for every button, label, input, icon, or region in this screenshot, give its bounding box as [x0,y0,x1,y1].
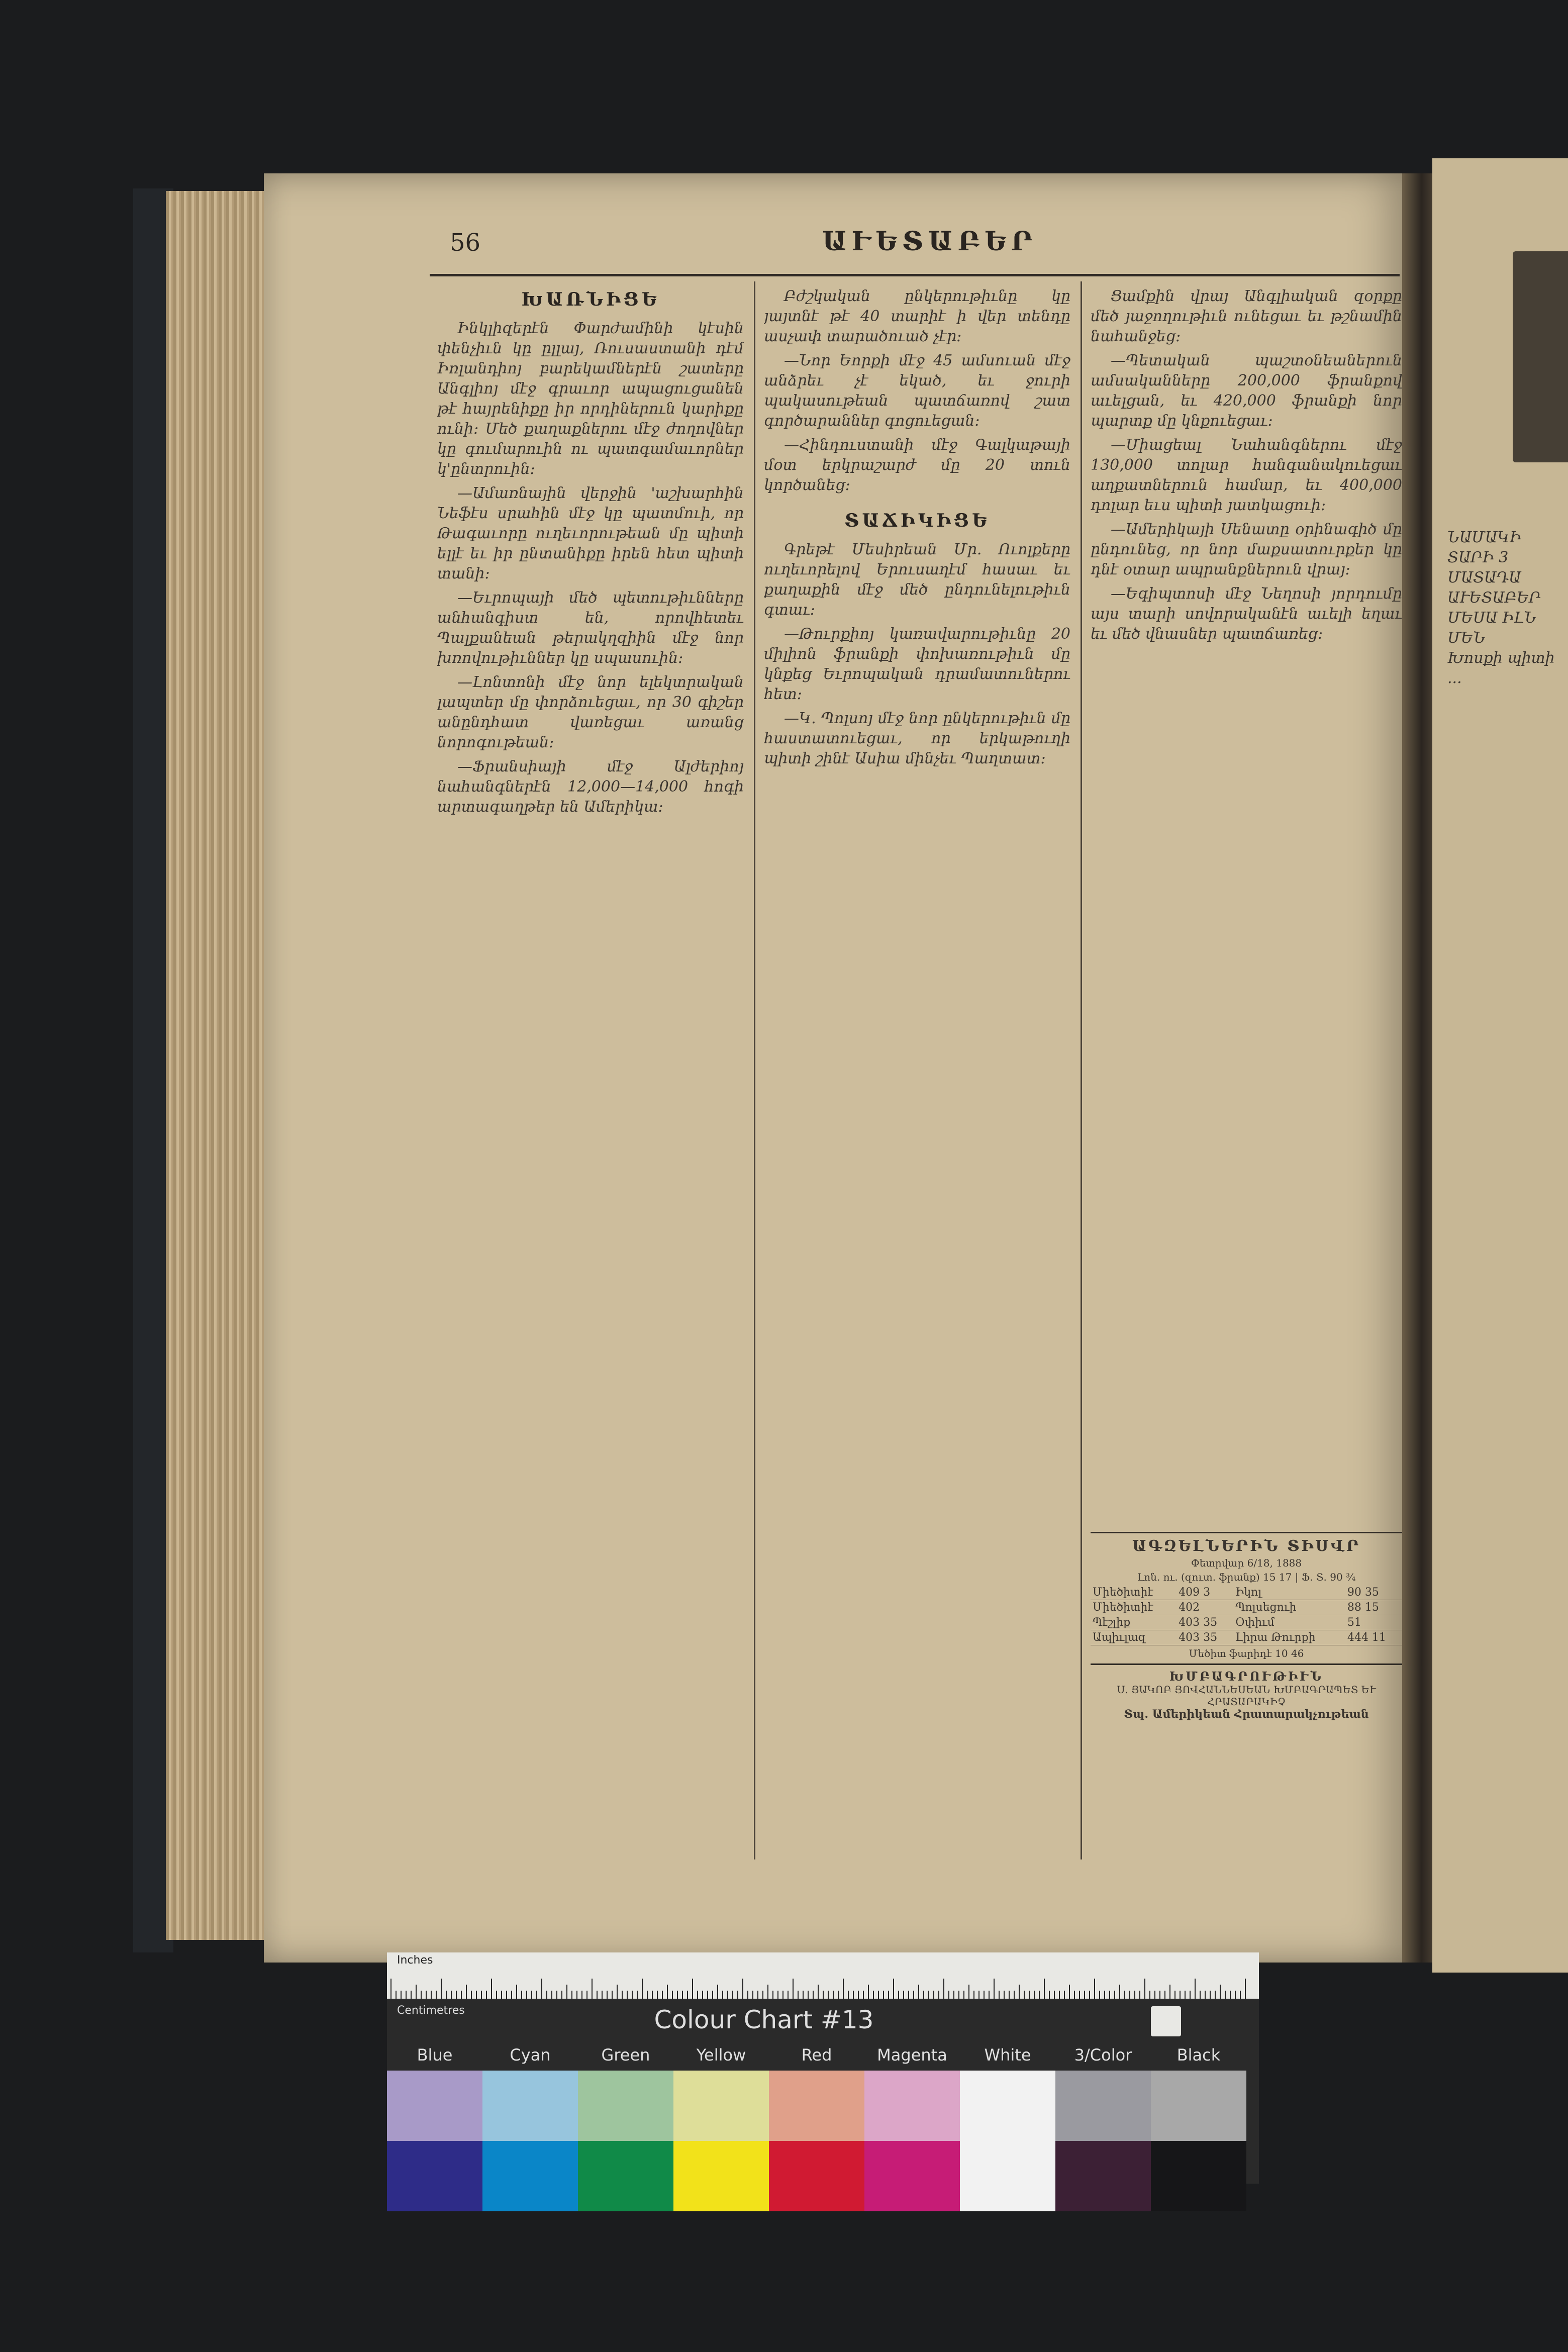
table-cell: 402 [1177,1600,1233,1615]
section-heading: ՏԱՃԻԿԻՑԵ [844,510,990,531]
swatch-label: 3/Color [1074,2045,1132,2065]
article-paragraph: Գրեթէ Մեսիրեան Մր. Ուոլքերը ուղեւորելով Երուսաղէմ հասաւ եւ քաղաքին մէջ մեծ ընդունելութիւն գտաւ։ [764,541,1070,619]
swatch-light [769,2071,864,2141]
swatch-label: Black [1177,2045,1221,2065]
table-cell: 51 [1345,1615,1402,1630]
swatch-dark [960,2141,1055,2211]
table-cell: 90 35 [1345,1585,1402,1600]
inches-label: Inches [397,1954,433,1967]
swatch-dark [864,2141,960,2211]
table-cell: Պոլսեցուի [1233,1600,1345,1615]
swatch-label: Blue [417,2045,453,2065]
article-paragraph: —Եւրոպայի մեծ պետութիւնները անհանգիստ են, որովհետեւ Պալքանեան թերակղզիին մէջ նոր խռովութիւններ կը սպասուին։ [437,589,744,667]
swatch-light [1151,2071,1246,2141]
article-paragraph: —Միացեալ Նահանգներու մէջ 130,000 տոլար հանգանակուեցաւ աղքատներուն համար, եւ 400,000 դոլար եւս պիտի յատկացուի։ [1091,436,1402,514]
swatch-dark [482,2141,578,2211]
swatch-light [482,2071,578,2141]
exchange-rates-line: Լոն. ու. (զուտ. ֆրանք) 15 17 | Ֆ. Տ. 90 ¾ [1137,1571,1356,1583]
table-row [1091,1615,1402,1630]
table-cell: Միեծիտիէ [1091,1600,1177,1615]
table-cell: Միեծիտիէ [1091,1585,1177,1600]
header-rule [430,274,1400,276]
table-cell: Ապիւլազ [1091,1630,1177,1645]
column-divider [1081,281,1082,1859]
swatch-light [673,2071,769,2141]
table-row [1091,1630,1402,1645]
article-paragraph: —Կ. Պոլսոյ մէջ նոր ընկերութիւն մը հաստատուեցաւ, որ երկաթուղի պիտի շինէ Ասիա մինչեւ Պաղտատ։ [764,710,1070,767]
colour-chart-title: Colour Chart #13 [654,2005,874,2034]
article-paragraph: —Ֆրանսիայի մէջ Ալժերիոյ նահանգներէն 12,000—14,000 հոգի արտագաղթեր են Ամերիկա։ [437,758,744,816]
column-3 [1091,286,1402,1528]
printer-line: Տպ. Ամերիկեան Հրատարակչութեան [1124,1708,1369,1721]
swatch-label: Cyan [510,2045,551,2065]
swatch-label: Red [801,2045,832,2065]
article-paragraph: —Լոնտոնի մէջ նոր ելեկտրական լապտեր մը փորձուեցաւ, որ 30 գիշեր անընդհատ վառեցաւ առանց նորոգութեան։ [437,673,744,751]
article-paragraph: —Թուրքիոյ կառավարութիւնը 20 միլիոն ֆրանքի փոխառութիւն մը կնքեց Եւրոպական դրամատուներու հետ։ [764,625,1070,703]
exchange-date: Փետրվար 6/18, 1888 [1191,1557,1302,1569]
article-paragraph: —Նոր Եորքի մէջ 45 ամսուան մէջ անձրեւ չէ եկած, եւ ջուրի պակասութեան պատճառով շատ գործարաններ գոցուեցան։ [764,352,1070,430]
table-row [1091,1585,1402,1600]
table-row [1091,1600,1402,1615]
page-number: 56 [450,229,481,257]
swatch-light [387,2071,482,2141]
table-cell: 409 3 [1177,1585,1233,1600]
exchange-rates-box [1091,1528,1402,1721]
table-cell: Իկոլ [1233,1585,1345,1600]
table-cell: Պէշլիք [1091,1615,1177,1630]
swatch-dark [387,2141,482,2211]
article-paragraph: —Ամառնային վերջին 'աշխարհին Նեֆէս սրահին մէջ կը պատմուի, որ Թագաւորը ուղեւորութեան մը պիտի ելլէ եւ իր ընտանիքը իրեն հետ պիտի տանի։ [437,484,744,582]
column-divider [754,281,755,1859]
article-paragraph: —Եգիպտոսի մէջ Նեղոսի յորդումը այս տարի սովորականէն աւելի եղաւ եւ մեծ վնասներ պատճառեց։ [1091,585,1402,643]
article-paragraph: —Պետական պաշտօնեաներուն ամսականները 200,000 ֆրանքով աւելցան, եւ 420,000 ֆրանքի նոր պարտք մը կնքուեցաւ։ [1091,352,1402,430]
table-cell: Լիրա Թուրքի [1233,1630,1345,1645]
centimetres-label: Centimetres [397,2004,465,2017]
swatch-label: Green [601,2045,650,2065]
table-cell: 88 15 [1345,1600,1402,1615]
table-cell: Օփիւմ [1233,1615,1345,1630]
swatch-label: White [984,2045,1031,2065]
right-page-text-fragment: ՆԱՄԱԿԻ ՏԱՐԻ 3 ՄԱՏԱԴԱ ԱՒԵՏԱԲԵՐ ՄԵՍԱ ԻԼՆ ՄԵՆ Խոսքի պիտի ... [1447,529,1555,687]
swatch-dark [578,2141,673,2211]
swatch-label: Magenta [877,2045,947,2065]
swatch-dark [1151,2141,1246,2211]
swatch-dark [769,2141,864,2211]
swatch-label: Yellow [696,2045,746,2065]
swatch-dark [673,2141,769,2211]
swatch-light [1055,2071,1151,2141]
column-2 [764,286,1070,1859]
article-paragraph: Ինկլիզերէն Փարժամինի կէսին փենչիւն կը ըլլայ, Ռուսաստանի դէմ Իռլանդիոյ բարեկամներէն շատերը Անգլիոյ մէջ գրաւոր ապացուցանեն թէ հայրենիքը իր որդիներուն կարիքը ունի։ Մեծ քաղաքներու մէջ ժողովներ կը գումարուին ու պատգամաւորներ կ'ընտրուին։ [437,320,744,478]
swatch-light [578,2071,673,2141]
chart-brand-logo [1151,2006,1181,2036]
exchange-table [1091,1585,1402,1645]
article-paragraph: —Հինդուստանի մէջ Գալկաթայի մօտ երկրաշարժ մը 20 տուն կործանեց։ [764,436,1070,494]
table-cell: 403 35 [1177,1630,1233,1645]
page-title: ԱՒԵՏԱԲԵՐ [822,226,1037,257]
publisher-label: ԽՄԲԱԳՐՈՒԹԻՒՆ [1169,1669,1324,1684]
measurement-ruler [387,1952,1259,1999]
article-paragraph: Ցամքին վրայ Անգլիական զօրքը մեծ յաջողութիւն ունեցաւ եւ թշնամին նահանջեց։ [1091,287,1402,345]
article-paragraph: Բժշկական ընկերութիւնը կը յայտնէ թէ 40 տարիէ ի վեր տենդը ասչափ տարածուած չէր։ [764,287,1070,345]
exchange-footer-rate: Մեծիտ ֆարիդէ 10 46 [1189,1647,1304,1659]
ruler-ticks [387,1952,1259,1999]
swatch-dark [1055,2141,1151,2211]
article-paragraph: —Ամերիկայի Սենատը օրինագիծ մը ընդունեց, որ նոր մաքսատուրքեր կը դնէ օտար ապրանքներուն վրայ։ [1091,521,1402,578]
table-cell: 403 35 [1177,1615,1233,1630]
publisher-line: Ս. ՅԱԿՈԲ ՅՈՎՀԱՆՆԵՍԵԱՆ ԽՄԲԱԳՐԱՊԵՏ ԵՒ ՀՐԱՏԱՐԱԿԻՉ [1117,1684,1376,1708]
exchange-title: ԱԳԶԵԼՆԵՐԻՆ ՏԻՍՎՐ [1132,1537,1361,1555]
swatch-light [960,2071,1055,2141]
swatch-light [864,2071,960,2141]
column-1 [437,286,744,1870]
section-heading: ԽԱՌՆԻՑԵ [521,289,660,310]
right-page-masthead-ornament [1513,251,1568,462]
page-edges [166,191,271,1940]
table-cell: 444 11 [1345,1630,1402,1645]
